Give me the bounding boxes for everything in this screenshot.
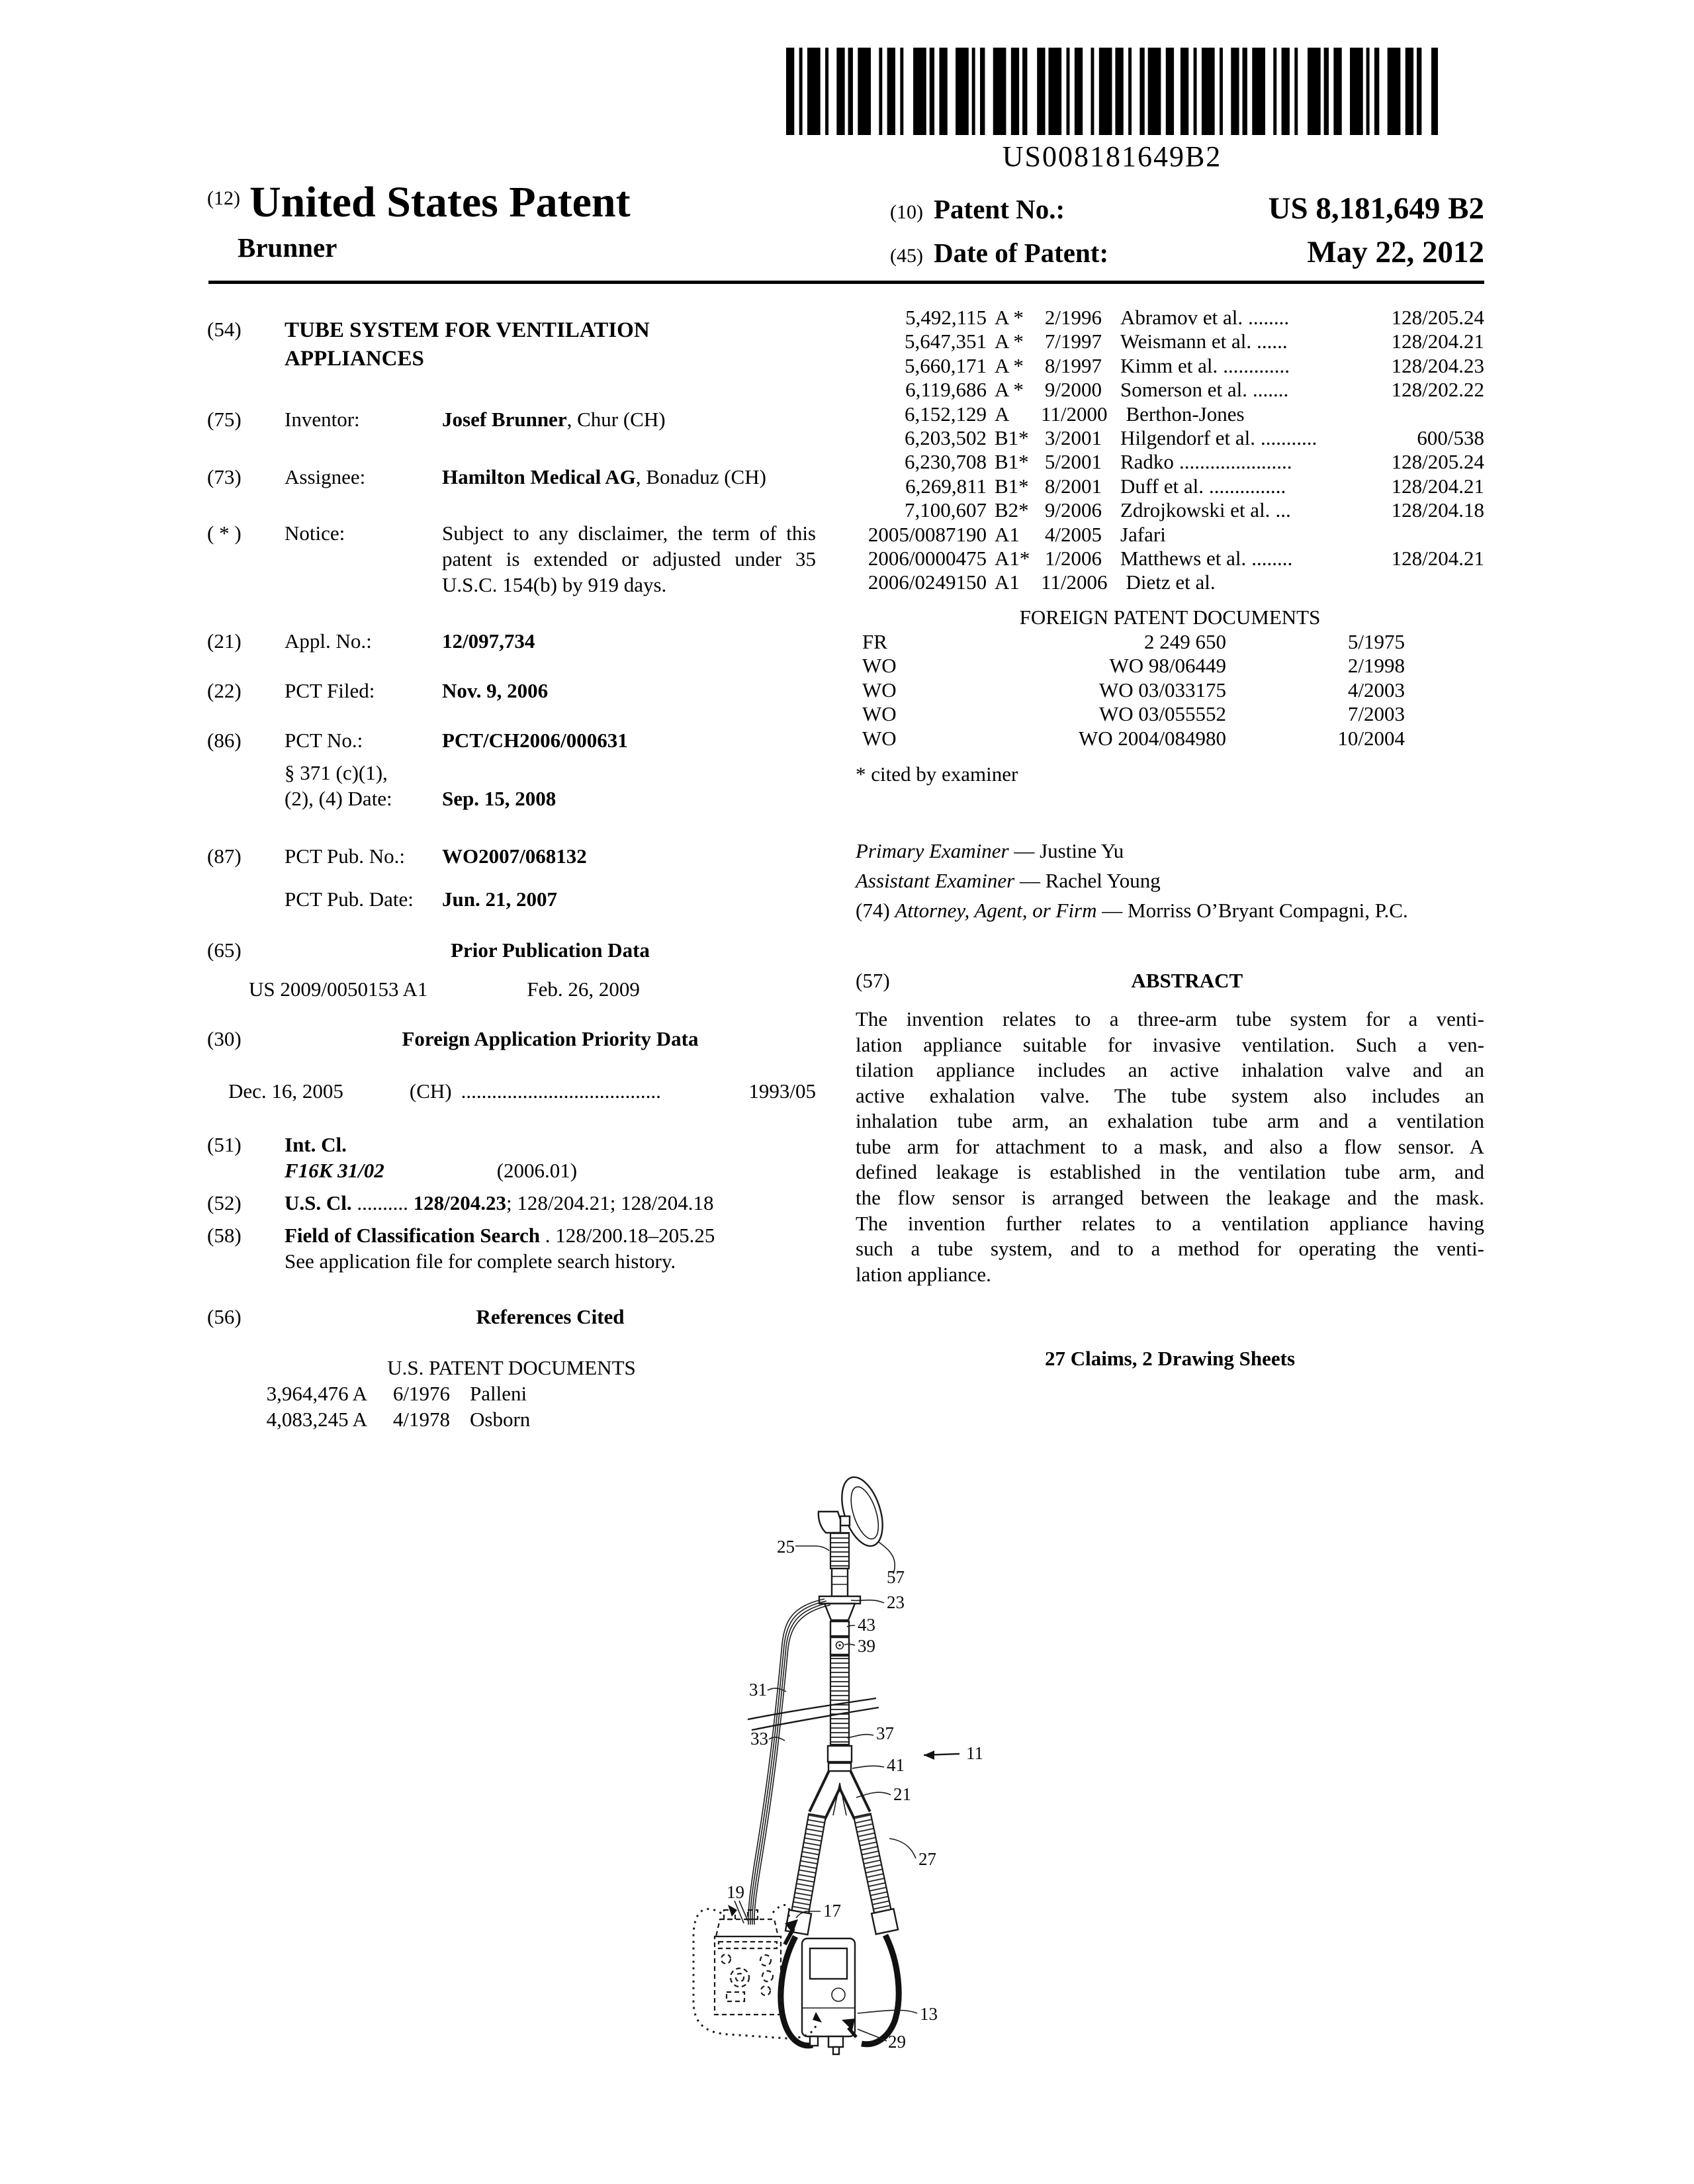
abstract-heading: ABSTRACT [1131,968,1243,992]
remote-device-drawing [715,1910,781,2015]
foreign-docs-heading: FOREIGN PATENT DOCUMENTS [1019,605,1321,629]
sect-371-line2: (2), (4) Date: [285,787,392,810]
citation-row: 6,119,686 A * 9/2000 Somerson et al. ....... 128/202.22 [905,378,1484,402]
field-search-label: Field of Classification Search [285,1224,541,1247]
field-75-inventor [207,406,816,432]
notice-line: patent is extended or adjusted under 35 [442,547,816,570]
pct-filed-value: Nov. 9, 2006 [442,679,549,702]
foreign-row: WO WO 03/033175 4/2003 [862,678,1405,702]
pct-pub-no-value: WO2007/068132 [442,844,587,868]
tube-end-right [862,1935,899,2044]
patent-number-row [890,191,1484,234]
ref-label-13: 13 [920,2004,938,2024]
notice-line: U.S.C. 154(b) by 919 days. [442,573,667,596]
primary-examiner-name: — Justine Yu [1008,839,1124,862]
right-column [856,306,1484,1371]
field-51-num: (51) [207,1133,242,1156]
citation-row: 5,647,351 A * 7/1997 Weismann et al. ...... 128/204.21 [905,330,1484,353]
us-reference-row [207,1406,816,1432]
prior-pub-number: US 2009/0050153 A1 [249,978,428,1001]
ref-name: Palleni [470,1382,527,1405]
page-title: United States Patent [249,178,631,226]
assignee-name: Hamilton Medical AG [442,465,636,488]
figure-drawing [688,1453,993,2109]
kind-code: (12) [207,187,240,209]
tube-connector [832,1569,848,1596]
us-patent-docs-heading: U.S. PATENT DOCUMENTS [387,1356,636,1379]
field-52-us-cl [207,1190,816,1216]
sensor-cable-drawing [748,1599,830,1925]
assistant-examiner-label: Assistant Examiner [856,868,1015,892]
ref-label-27: 27 [918,1849,936,1869]
us-cl-label: U.S. Cl. [285,1191,352,1214]
inventor-location: , Chur (CH) [566,408,666,431]
ref-label-17: 17 [823,1901,841,1921]
claims-sheets-note: 27 Claims, 2 Drawing Sheets [1044,1347,1296,1371]
field-86-371 [207,760,816,811]
foreign-priority-heading: Foreign Application Priority Data [402,1027,699,1050]
ref-label-25: 25 [777,1537,795,1557]
int-cl-value: F16K 31/02 [285,1159,384,1182]
ref-label-33: 33 [750,1729,768,1749]
primary-examiner-label: Primary Examiner [856,839,1009,862]
field-56-num: (56) [207,1305,242,1328]
field-87-pub-date [207,886,816,912]
field-86-num: (86) [207,729,242,752]
notice-num: ( * ) [207,522,242,545]
field-74-num: (74) [856,898,890,922]
field-58-search [207,1222,816,1248]
ventilation-tube-corrugation [830,1533,849,1569]
ref-label-11: 11 [966,1743,983,1763]
pct-filed-label: PCT Filed: [285,679,375,702]
field-21-num: (21) [207,629,242,653]
header-left [207,177,816,263]
field-65-prior-pub [207,937,816,963]
notice-line: Subject to any disclaimer, the term of this [442,522,816,545]
abstract-text: The invention relates to a three-arm tube system for a venti- lation appliance suitable for invasive ventilation. Such a ven- tilation appliance includes an active inhalation valve and an active exhalation valve. The tube system also includes an inhalation tube arm, an exhalation tube arm and a ventilation tube arm for attachment to a mask, and also a flow sensor. A defined leakage is established in the ventilation tube arm, and the flow sensor is arranged between the leakage and the mask. The invention further relates to a ventilation appliance having such a tube system, and to a method for operating the venti- lation appliance. [856,1007,1484,1286]
patent-number-label: Patent No.: [934,194,1065,224]
ref-date: 4/1978 [392,1408,450,1431]
int-cl-version: (2006.01) [496,1159,578,1182]
sect-371-date: Sep. 15, 2008 [442,787,557,810]
foreign-row: WO WO 03/055552 7/2003 [862,702,1405,726]
sect-371-line1: § 371 (c)(1), [285,761,388,784]
ref-label-43: 43 [858,1615,875,1635]
ref-name: Osborn [470,1408,531,1431]
examiner-block [856,836,1484,925]
patent-date-value: May 22, 2012 [1307,235,1484,269]
field-21-appl-no [207,628,816,654]
notice-label: Notice: [285,522,345,545]
pct-pub-date-value: Jun. 21, 2007 [442,887,557,911]
field-73-assignee [207,464,816,490]
field-57-num: (57) [856,968,890,992]
y-piece-drawing [817,1763,862,1815]
citation-row: 6,230,708 B1* 5/2001 Radko ...................... 128/205.24 [905,450,1484,474]
field-search-sep: . [540,1224,556,1247]
ventilation-tube-corrugation [830,1656,849,1745]
foreign-row: WO WO 2004/084980 10/2004 [862,726,1405,750]
inventor-name: Josef Brunner [442,408,567,431]
us-reference-row [207,1381,816,1406]
int-cl-label: Int. Cl. [285,1133,347,1156]
patent-date-label: Date of Patent: [934,238,1109,268]
pct-no-label: PCT No.: [285,729,363,752]
citation-row: 6,203,502 B1* 3/2001 Hilgendorf et al. ........... 600/538 [905,426,1484,450]
ref-label-37: 37 [876,1723,894,1743]
field-22-num: (22) [207,679,242,702]
field-65-num: (65) [207,938,242,962]
inhalation-arm-drawing [785,1813,828,1934]
field-87-pct-pub [207,843,816,869]
field-22-pct-filed [207,678,816,704]
prior-pub-heading: Prior Publication Data [451,938,650,962]
citation-row: 5,660,171 A * 8/1997 Kimm et al. ............. 128/204.23 [905,353,1484,377]
barcode [786,48,1438,135]
prior-pub-data [207,976,816,1002]
search-history-note: See application file for complete search history. [285,1250,676,1273]
leader-dots: ....................................... [461,1079,661,1103]
patent-number-value: US 8,181,649 B2 [1268,191,1484,226]
ref-label-23: 23 [887,1592,905,1612]
priority-date: Dec. 16, 2005 [228,1079,343,1103]
ref-label-31: 31 [749,1680,767,1700]
priority-country: (CH) [409,1079,452,1103]
pct-no-value: PCT/CH2006/000631 [442,729,628,752]
assistant-examiner-name: — Rachel Young [1014,868,1161,892]
flange-drawing [819,1596,860,1604]
field-30-foreign-priority [207,1026,816,1052]
inventor-surname: Brunner [238,232,337,263]
inventor-label: Inventor: [285,408,360,431]
valve-box-drawing [830,1621,849,1636]
appl-no-label: Appl. No.: [285,629,372,653]
int-cl-class [207,1158,816,1183]
ref-date: 6/1976 [392,1382,450,1405]
field-54-title [207,316,816,373]
break-line [752,1707,879,1730]
ref-label-21: 21 [893,1784,911,1804]
mask-port-drawing [840,1516,850,1525]
field-73-num: (73) [207,465,242,488]
ventilator-box-drawing [802,1938,855,2054]
cited-by-examiner-note: * cited by examiner [856,762,1018,786]
us-cl-primary: 128/204.23 [413,1191,507,1214]
field-58-num: (58) [207,1224,242,1247]
leader-dots: .......... [357,1191,408,1214]
appl-no-value: 12/097,734 [442,629,535,653]
header-right [890,191,1484,278]
field-54-num: (54) [207,318,242,341]
foreign-row: FR 2 249 650 5/1975 [862,629,1405,653]
pct-pub-no-label: PCT Pub. No.: [285,844,406,868]
exhalation-arm-drawing [851,1813,898,1934]
citation-row: 2005/0087190 A1 4/2005 Jafari [868,522,1166,546]
abstract-header [856,968,1484,993]
field-56-references [207,1304,816,1330]
field-search-range: 128/200.18–205.25 [555,1224,715,1247]
ref-label-19: 19 [727,1882,744,1902]
tube-connector [828,1746,852,1762]
break-line [748,1698,876,1719]
attorney-label: Attorney, Agent, or Firm [895,898,1097,922]
citation-row: 6,152,129 A 11/2000 Berthon-Jones [905,402,1245,426]
attorney-line [856,895,1484,925]
barcode-block [786,48,1438,173]
pct-pub-date-label: PCT Pub. Date: [285,887,414,911]
citation-row: 7,100,607 B2* 9/2006 Zdrojkowski et al. ... 128/204.18 [905,498,1484,522]
assignee-location: , Bonaduz (CH) [635,465,766,488]
ref-label-39: 39 [858,1636,875,1656]
elbow-connector-drawing [819,1512,840,1533]
field-notice [207,520,816,598]
field-45-num: (45) [890,245,923,267]
field-30-num: (30) [207,1027,242,1050]
field-86-pct-no [207,727,816,753]
ref-number: 3,964,476 A [266,1382,367,1405]
ref-label-57: 57 [887,1567,905,1587]
foreign-priority-data [207,1078,816,1104]
field-87-num: (87) [207,844,242,868]
header-divider [208,281,1484,284]
assignee-label: Assignee: [285,465,366,488]
citation-row: 2006/0249150 A1 11/2006 Dietz et al. [868,570,1216,594]
foreign-row: WO WO 98/06449 2/1998 [862,654,1405,678]
field-10-num: (10) [890,201,923,223]
invention-title-line: APPLIANCES [285,347,424,371]
ref-label-29: 29 [888,2032,906,2052]
references-heading: References Cited [476,1305,625,1328]
invention-title-line: TUBE SYSTEM FOR VENTILATION [285,318,650,342]
ref-label-41: 41 [887,1755,905,1775]
citation-row: 2006/0000475 A1* 1/2006 Matthews et al. ........ 128/204.21 [868,547,1484,570]
field-51-int-cl [207,1132,816,1158]
priority-number: 1993/05 [748,1079,816,1103]
citation-row: 5,492,115 A * 2/1996 Abramov et al. ........ 128/205.24 [905,306,1484,329]
field-52-num: (52) [207,1191,242,1214]
prior-pub-date: Feb. 26, 2009 [527,978,640,1001]
us-cl-rest: ; 128/204.21; 128/204.18 [506,1191,714,1214]
attorney-name: — Morriss O’Bryant Compagni, P.C. [1096,898,1408,922]
barcode-number: US008181649B2 [1002,140,1222,173]
left-column [207,306,816,1432]
ref-number: 4,083,245 A [266,1408,367,1431]
field-75-num: (75) [207,408,242,431]
patent-date-row [890,234,1484,278]
citation-row: 6,269,811 B1* 8/2001 Duff et al. ............... 128/204.21 [905,474,1484,498]
